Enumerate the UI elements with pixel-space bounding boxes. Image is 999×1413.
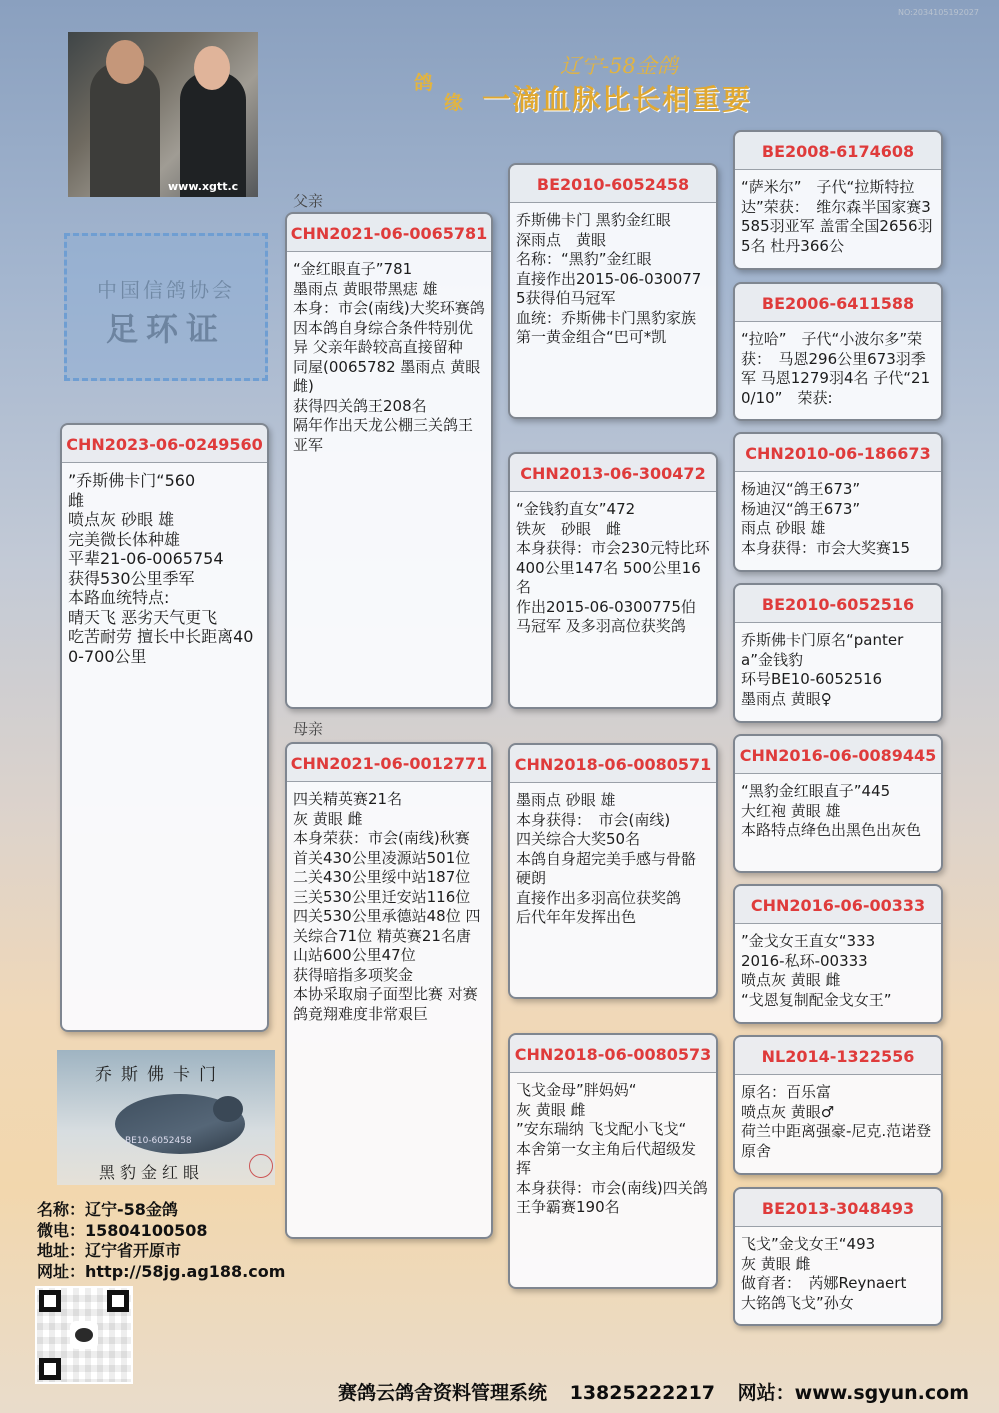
info-line: 因本鸽自身综合条件特别优异 父亲年龄较高直接留种: [293, 318, 474, 356]
info-line: 获得530公里季军: [68, 568, 195, 588]
card-info: [741, 472, 935, 558]
info-line: 做育者： 芮娜Reynaert: [741, 1274, 907, 1292]
contact-row: [37, 1200, 285, 1221]
info-line: ”安东瑞纳 飞戈配小飞戈“: [516, 1120, 687, 1138]
info-line: 灰 黄眼 雌: [293, 809, 363, 828]
qr-code-icon: [37, 1288, 131, 1382]
info-line: 本身获得： 市会(南线): [516, 810, 671, 829]
ring-number: CHN2010-06-186673: [735, 434, 941, 472]
info-line: 飞戈金母”胖妈妈“: [516, 1081, 637, 1099]
info-line: “金钱豹直女”472: [516, 500, 636, 518]
card-info: [741, 322, 935, 408]
footer-website-link[interactable]: 网站：www.sgyun.com: [737, 1382, 969, 1404]
info-line: 血统：乔斯佛卡门黑豹家族: [516, 308, 697, 327]
ring-number: CHN2016-06-0089445: [735, 736, 941, 774]
card-info: [741, 170, 935, 256]
info-line: 本身获得：市会230元特比环: [516, 539, 710, 557]
info-line: 大铭鸽飞戈”孙女: [741, 1293, 854, 1312]
header: [410, 44, 810, 124]
info-line: 名称：“黑豹”金红眼: [516, 250, 652, 268]
info-line: 灰 黄眼 雌: [741, 1254, 811, 1273]
card-info: [741, 774, 935, 841]
pedigree-card-gg4: [733, 583, 943, 723]
card-info: [741, 623, 935, 709]
header-char-right: 缘: [444, 92, 464, 114]
pedigree-card-gg8: [733, 1187, 943, 1326]
owner-photo: [68, 32, 258, 197]
person-right: [180, 72, 246, 197]
info-line: “金红眼直子”781: [293, 260, 413, 278]
info-line: 本协采取扇子面型比赛 对赛鸽竟翔难度非常艰巨: [293, 985, 478, 1023]
info-line: 四关综合大奖50名: [516, 830, 641, 848]
slogan: 一滴血脉比长相重要: [482, 83, 753, 116]
pedigree-card-dam-sire: [508, 743, 718, 999]
pedigree-card-dam-dam: [508, 1033, 718, 1289]
info-line: “戈恩复制配金戈女王”: [741, 990, 892, 1009]
ring-number: NL2014-1322556: [735, 1037, 941, 1075]
info-line: 后代年年发挥出色: [516, 908, 637, 926]
contact-label: 地址：: [37, 1241, 86, 1260]
info-line: 喷点灰 黄眼♂: [741, 1102, 835, 1121]
info-line: 晴天飞 恶劣天气更飞: [68, 607, 218, 627]
card-info: [516, 492, 710, 637]
info-line: 本路特点绛色出黑色出灰色: [741, 821, 922, 839]
pedigree-card-sire-sire: [508, 163, 718, 419]
info-line: 雨点 砂眼 雄: [741, 519, 826, 537]
info-line: 深雨点 黄眼: [516, 230, 607, 249]
brand-name: 辽宁-58金鸽: [560, 54, 678, 78]
ring-number: BE2010-6052458: [510, 165, 716, 203]
pedigree-card-gg3: [733, 432, 943, 572]
contact-label: 名称：: [37, 1200, 86, 1219]
qr-finder-icon: [107, 1290, 129, 1312]
qr-finder-icon: [39, 1290, 61, 1312]
card-info: [293, 782, 485, 1024]
info-line: 雌: [68, 490, 85, 510]
card-info: [741, 1227, 935, 1313]
info-line: 平辈21-06-0065754: [68, 549, 224, 568]
info-line: 灰 黄眼 雌: [516, 1100, 586, 1119]
ring-number: CHN2018-06-0080573: [510, 1035, 716, 1073]
father-label: 父亲: [293, 192, 324, 210]
contact-info: [37, 1200, 285, 1282]
stamp-title: 足环证: [105, 310, 226, 348]
contact-label: 微电：: [37, 1220, 86, 1240]
ring-number: BE2010-6052516: [735, 585, 941, 623]
card-info: [293, 252, 485, 455]
pigeon-image-ring: BE10-6052458: [125, 1136, 192, 1146]
pedigree-card-dam: [285, 742, 493, 1239]
info-line: 环号BE10-6052516: [741, 670, 883, 688]
info-line: 获得暗指多项奖金: [293, 965, 414, 984]
info-line: 直接作出多羽高位获奖鸽: [516, 888, 682, 907]
info-line: 铁灰 砂眼 雌: [516, 519, 622, 538]
info-line: “黑豹金红眼直子”445: [741, 782, 891, 800]
pedigree-card-gg1: [733, 130, 943, 270]
stamp-association: 中国信鸽协会: [97, 278, 235, 302]
ring-certificate-stamp: [64, 233, 268, 381]
info-line: 作出2015-06-0300775伯马冠军 及多羽高位获奖鸽: [516, 597, 696, 635]
pedigree-card-gg7: [733, 1035, 943, 1175]
info-line: 本身荣获：市会(南线)秋赛 首关430公里凌源站501位 二关430公里绥中站187位 三关530公里迁安站116位 四关530公里承德站48位 四关综合71位 精英赛21名唐山站600公里47位: [293, 829, 481, 964]
ring-number: CHN2016-06-00333: [735, 886, 941, 924]
info-line: 第一黄金组合“巴可*凯: [516, 328, 667, 346]
info-line: 获得四关鸽王208名: [293, 396, 427, 415]
info-line: “萨米尔” 子代“拉斯特拉达”荣获： 维尔森半国家赛3585羽亚军 盖雷全国2656羽5名 杜丹366公: [741, 178, 933, 255]
contact-label: 网址：: [37, 1261, 86, 1281]
wechat-icon: [70, 1321, 98, 1349]
footer-phone: 13825222217: [569, 1382, 716, 1404]
serial-number: NO:2034105192027: [897, 8, 979, 17]
info-line: 本身：市会(南线)大奖环赛鸽: [293, 299, 485, 317]
footer: [0, 1378, 969, 1405]
info-line: ”乔斯佛卡门“560: [68, 471, 196, 490]
info-line: “拉哈” 子代“小波尔多”荣获： 马恩296公里673羽季军 马恩1279羽4名 子代“210/10” 荣获:: [741, 330, 931, 407]
ring-number: CHN2021-06-0012771: [287, 744, 491, 782]
info-line: 荷兰中距离强豪-尼克.范诺登原舍: [741, 1122, 932, 1160]
info-line: 喷点灰 黄眼 雌: [741, 971, 841, 989]
mother-label: 母亲: [293, 720, 324, 738]
pigeon-image: [57, 1050, 275, 1185]
info-line: 乔斯佛卡门 黑豹金红眼: [516, 211, 671, 229]
pedigree-card-gg5: [733, 734, 943, 873]
info-line: 墨雨点 黄眼带黑痣 雄: [293, 279, 438, 298]
contact-link[interactable]: http://58jg.ag188.com: [85, 1261, 286, 1281]
info-line: 本路血统特点:: [68, 588, 170, 607]
ring-number: BE2013-3048493: [735, 1189, 941, 1227]
info-line: 杨迪汉“鸽王673”: [741, 499, 861, 518]
ring-number: BE2008-6174608: [735, 132, 941, 170]
info-line: 大红袍 黄眼 雄: [741, 801, 841, 820]
info-line: ”金戈女王直女“333: [741, 932, 876, 950]
ring-number: BE2006-6411588: [735, 284, 941, 322]
info-line: 原名：百乐富: [741, 1083, 832, 1101]
info-line: 墨雨点 黄眼♀: [741, 689, 832, 708]
info-line: 杨迪汉“鸽王673”: [741, 480, 861, 498]
contact-value: 辽宁省开原市: [85, 1241, 182, 1260]
info-line: 本身获得：市会大奖赛15: [741, 538, 911, 557]
pigeon-image-caption: 黑豹金红眼: [99, 1163, 205, 1182]
contact-row: [37, 1241, 285, 1262]
footer-system-name: 赛鸽云鸽舍资料管理系统: [337, 1382, 547, 1404]
ring-number: CHN2013-06-300472: [510, 454, 716, 492]
ring-number: CHN2018-06-0080571: [510, 745, 716, 783]
card-info: [741, 924, 935, 1010]
header-char-left: 鸽: [414, 72, 434, 94]
pedigree-card-subject: [60, 423, 269, 1032]
info-line: 同屋(0065782 墨雨点 黄眼 雌): [293, 357, 481, 395]
ring-number: CHN2023-06-0249560: [62, 425, 267, 463]
pedigree-card-sire-dam: [508, 452, 718, 709]
info-line: 隔年作出天龙公棚三关鸽王亚军: [293, 416, 474, 454]
contact-row: [37, 1262, 285, 1283]
card-info: [516, 783, 710, 928]
contact-value: 辽宁-58金鸽: [85, 1200, 178, 1219]
card-info: [741, 1075, 935, 1161]
pigeon-image-title: 乔斯佛卡门: [95, 1065, 225, 1085]
seal-icon: [249, 1154, 273, 1178]
card-info: [516, 1073, 710, 1218]
info-line: 喷点灰 砂眼 雄: [68, 510, 175, 529]
info-line: 四关精英赛21名: [293, 790, 403, 808]
pedigree-card-gg2: [733, 282, 943, 421]
info-line: 本鸽自身超完美手感与骨骼硬朗: [516, 849, 697, 887]
info-line: 乔斯佛卡门原名“pantera”金钱豹: [741, 631, 904, 669]
info-line: 完美微长体种雄: [68, 529, 181, 549]
card-info: [68, 463, 261, 666]
info-line: 400公里147名 500公里16名: [516, 558, 701, 596]
ring-number: CHN2021-06-0065781: [287, 214, 491, 252]
info-line: 飞戈”金戈女王“493: [741, 1235, 876, 1253]
card-info: [516, 203, 710, 348]
info-line: 直接作出2015-06-0300775获得伯马冠军: [516, 269, 702, 307]
photo-watermark: www.xgtt.c: [168, 180, 239, 193]
info-line: 2016-私环-00333: [741, 951, 868, 970]
contact-row: [37, 1221, 285, 1242]
info-line: 本身获得：市会(南线)四关鸽王争霸赛190名: [516, 1178, 708, 1216]
pedigree-card-sire: [285, 212, 493, 709]
info-line: 吃苦耐劳 擅长中长距离400-700公里: [68, 627, 254, 666]
qr-finder-icon: [39, 1358, 61, 1380]
info-line: 墨雨点 砂眼 雄: [516, 791, 616, 809]
info-line: 本舍第一女主角后代超级发挥: [516, 1139, 697, 1177]
pedigree-card-gg6: [733, 884, 943, 1024]
person-left: [90, 62, 160, 197]
contact-value: 15804100508: [85, 1220, 208, 1240]
